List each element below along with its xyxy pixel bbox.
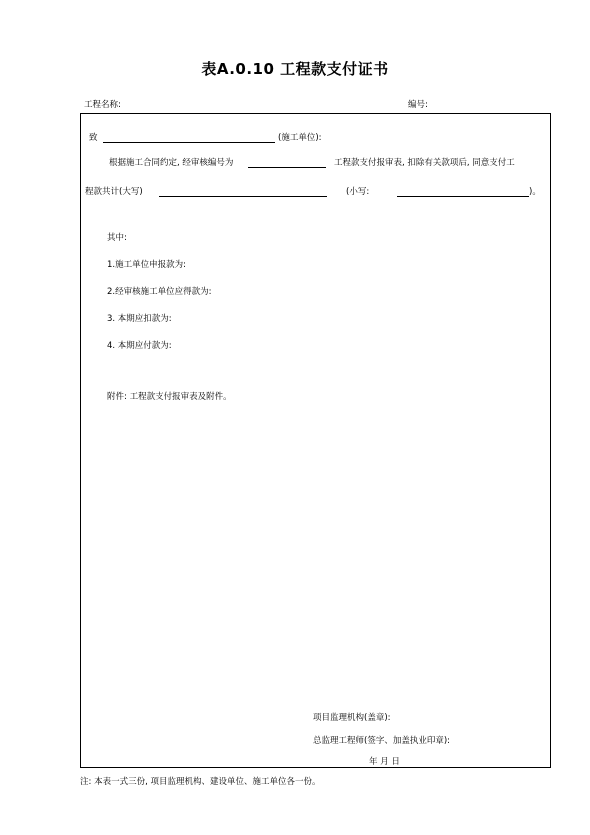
- to-label: 致: [89, 133, 98, 143]
- line3-prefix: 程款共计(大写): [85, 187, 143, 197]
- among-label: 其中:: [107, 233, 127, 243]
- project-name-label: 工程名称:: [84, 100, 121, 110]
- attachment-note: 附件: 工程款支付报审表及附件。: [107, 392, 232, 402]
- number-label: 编号:: [408, 100, 428, 110]
- line2-prefix: 根据施工合同约定, 经审核编号为: [109, 158, 234, 168]
- form-title: 表A.0.10 工程款支付证书: [201, 60, 389, 78]
- item-1: 1.施工单位申报款为:: [107, 260, 186, 270]
- report-number-field[interactable]: [248, 167, 326, 168]
- item-3: 3. 本期应扣款为:: [107, 314, 172, 324]
- item-2: 2.经审核施工单位应得款为:: [107, 287, 212, 297]
- small-amount-label: (小写:: [346, 187, 370, 197]
- form-box: [80, 113, 551, 768]
- amount-lowercase-field[interactable]: [397, 196, 529, 197]
- line2-suffix: 工程款支付报审表, 扣除有关款项后, 同意支付工: [334, 158, 515, 168]
- line3-end: )。: [529, 187, 541, 197]
- supervision-org-label: 项目监理机构(盖章):: [313, 713, 391, 723]
- to-suffix: (施工单位):: [278, 133, 322, 143]
- contractor-name-field[interactable]: [103, 142, 275, 143]
- amount-uppercase-field[interactable]: [159, 196, 327, 197]
- date-label: 年 月 日: [369, 757, 400, 767]
- footnote: 注: 本表一式三份, 项目监理机构、建设单位、施工单位各一份。: [80, 777, 321, 787]
- item-4: 4. 本期应付款为:: [107, 341, 172, 351]
- chief-engineer-label: 总监理工程师(签字、加盖执业印章):: [313, 736, 450, 746]
